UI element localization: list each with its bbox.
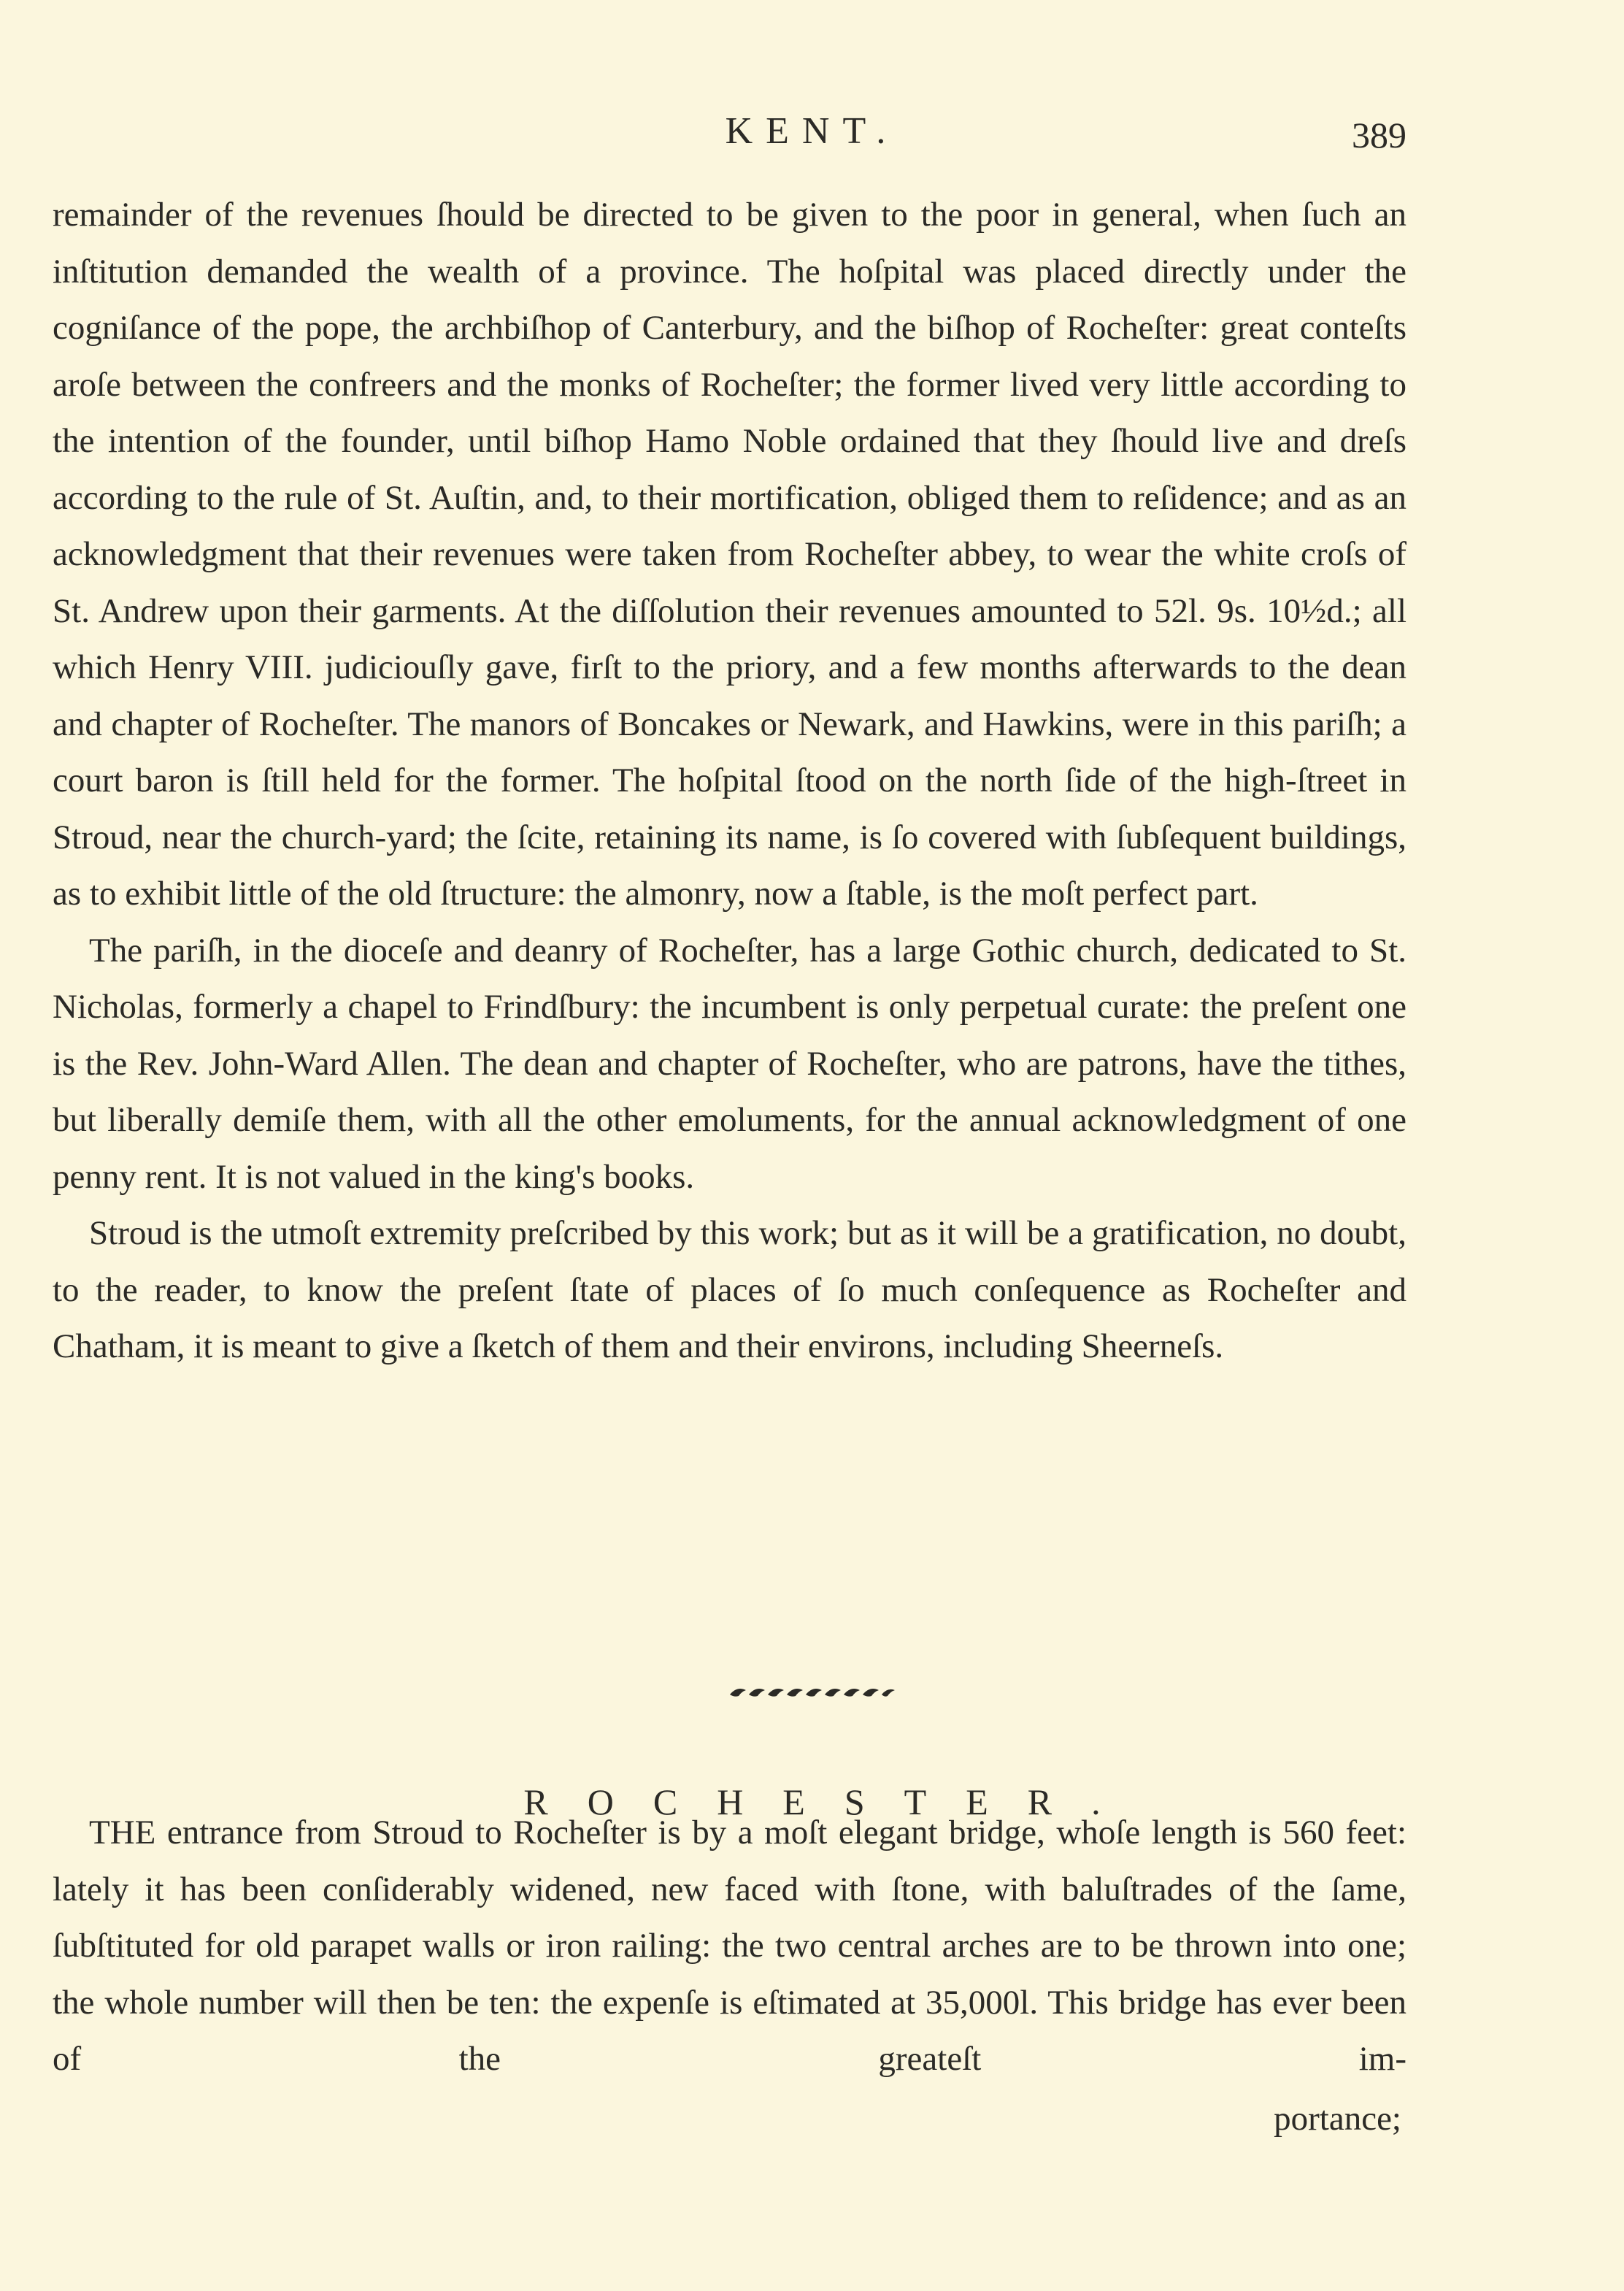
- page-number: 389: [1352, 115, 1406, 156]
- section-heading-rochester: ROCHESTER.: [523, 1781, 1140, 1822]
- paragraph-hospital: remainder of the revenues ſhould be directed to be given to the poor in general, when ſuch an inſtitution demanded the wealth of a province. The hoſpital was placed directly under the cogniſance of the pope, the archbiſhop of Canterbury, and the biſhop of Rocheſter: great conteſts aroſe between the confreers and the monks of Rocheſter; the former lived very little according to the intention of the founder, until biſhop Hamo Noble ordained that they ſhould live and dreſs according to the rule of St. Auſtin, and, to their mortification, obliged them to reſidence; and as an acknowledgment that their revenues were taken from Rocheſter abbey, to wear the white croſs of St. Andrew upon their garments. At the diſſolution their revenues amounted to 52l. 9s. 10½d.; all which Henry VIII. judiciouſly gave, firſt to the priory, and a few months afterwards to the dean and chapter of Rocheſter. The manors of Boncakes or Newark, and Hawkins, were in this pariſh; a court baron is ſtill held for the former. The hoſpital ſtood on the north ſide of the high-ſtreet in Stroud, near the church-yard; the ſcite, retaining its name, is ſo covered with ſubſequent buildings, as to exhibit little of the old ſtructure: the almonry, now a ſtable, is the moſt perfect part.: [53, 196, 1406, 913]
- paragraph-stroud: Stroud is the utmoſt extremity preſcribed by this work; but as it will be a gratification, no doubt, to the reader, to know the preſent ſtate of places of ſo much conſequence as Rocheſter and Chatham, it is meant to give a ſketch of them and their environs, including Sheerneſs.: [53, 1214, 1406, 1365]
- section-text: [53, 1805, 1406, 2088]
- printers-ornament: [0, 1683, 1624, 1704]
- paragraph-parish: The pariſh, in the dioceſe and deanry of Rocheſter, has a large Gothic church, dedicated to St. Nicholas, formerly a chapel to Frindſbury: the incumbent is only perpetual curate: the preſent one is the Rev. John-Ward Allen. The dean and chapter of Rocheſter, who are patrons, have the tithes, but liberally demiſe them, with all the other emoluments, for the annual acknowledgment of one penny rent. It is not valued in the king's books.: [53, 931, 1406, 1196]
- running-head: KENT.: [725, 110, 899, 152]
- wave-ornament-icon: [728, 1683, 896, 1700]
- paragraph-bridge: THE entrance from Stroud to Rocheſter is by a moſt elegant bridge, whoſe length is 560 feet: lately it has been conſiderably widened, new faced with ſtone, with baluſtrades of the ſame, ſubſtituted for old parapet walls or iron railing: the two central arches are to be thrown into one; the whole number will then be ten: the expenſe is eſtimated at 35,000l. This bridge has ever been of the greateſt im-: [53, 1814, 1406, 2078]
- main-text: [53, 187, 1406, 1375]
- catchword: portance;: [1274, 2100, 1401, 2138]
